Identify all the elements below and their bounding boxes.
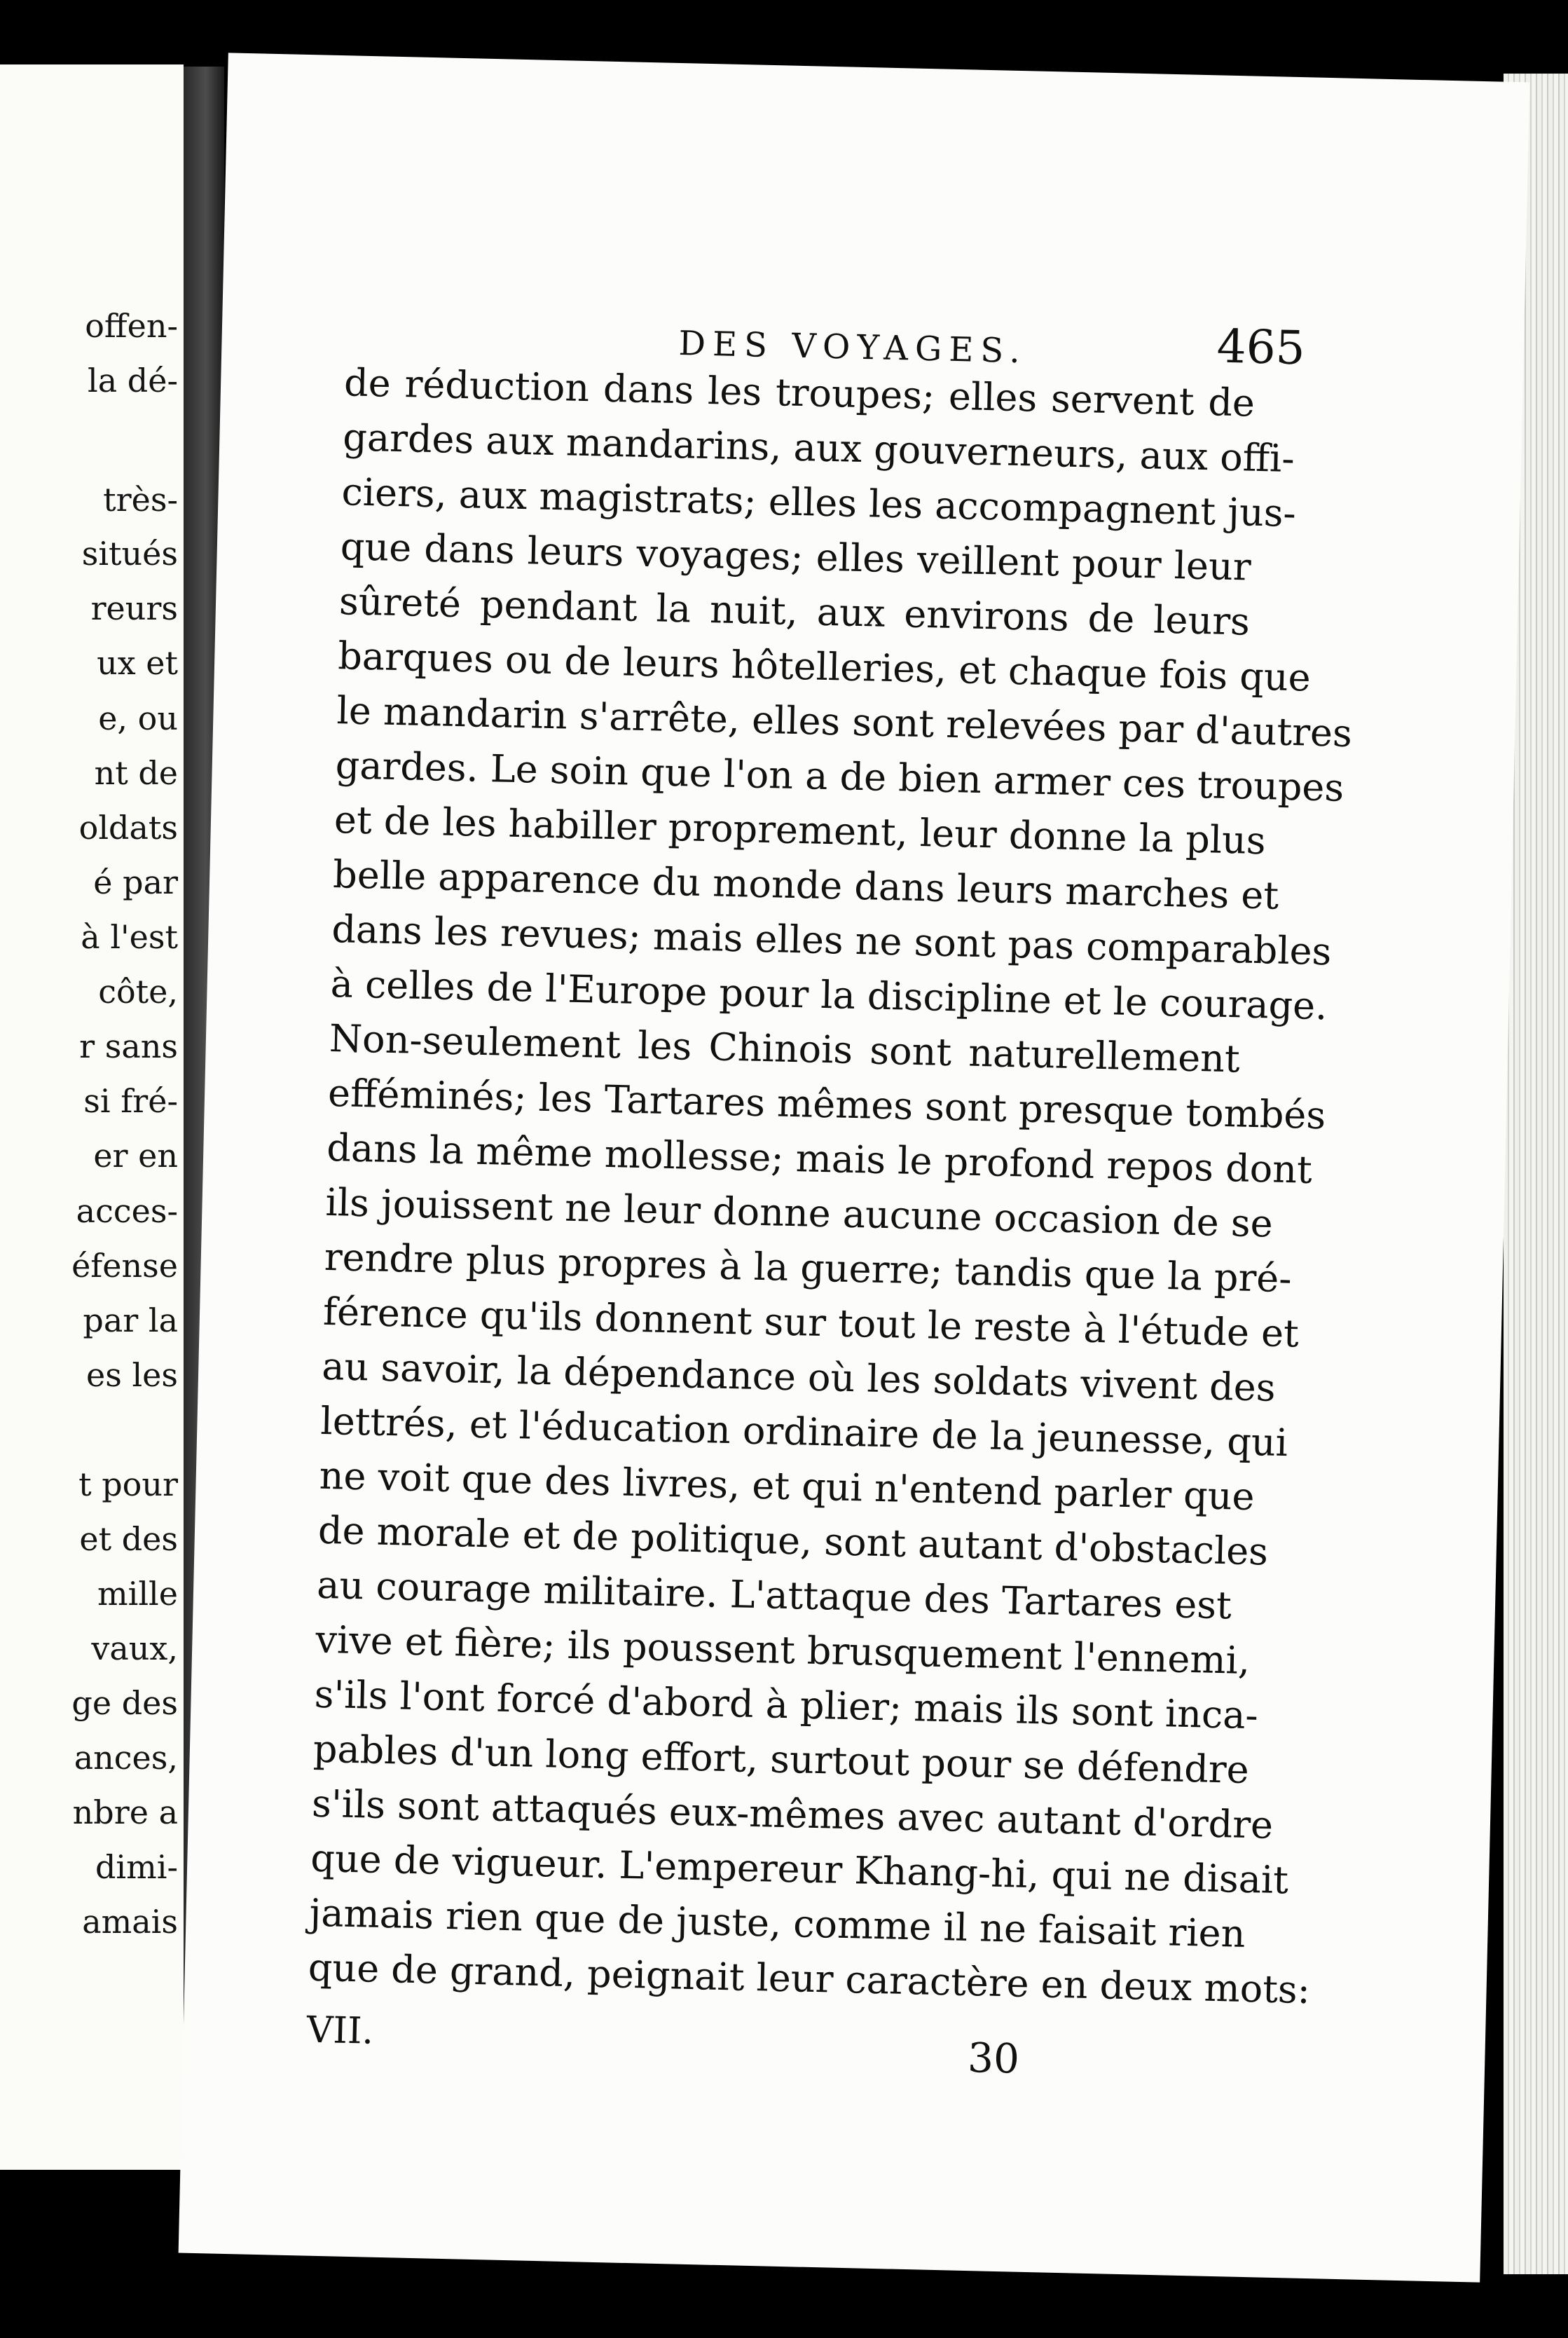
signature-mark: VII.	[306, 2009, 374, 2053]
text-line: vive et fière; ils poussent brusquement l'ennemi,	[315, 1617, 1251, 1683]
left-page-fragment: é par	[93, 863, 178, 901]
text-line: gardes aux mandarins, aux gouverneurs, aux offi-	[342, 415, 1295, 481]
text-line: le mandarin s'arrête, elles sont relevées par d'autres	[336, 688, 1353, 756]
text-line: et de les habiller proprement, leur donne la plus	[333, 798, 1267, 863]
text-line: s'ils l'ont forcé d'abord à plier; mais ils sont inca-	[314, 1672, 1259, 1738]
left-page	[0, 64, 184, 2170]
text-line: de morale et de politique, sont autant d'obstacles	[317, 1508, 1269, 1574]
left-page-fragment: e, ou	[98, 699, 178, 737]
left-page-fragment: t pour	[78, 1465, 178, 1503]
left-page-fragment: et des	[79, 1520, 178, 1558]
left-page-fragment: nbre a	[72, 1793, 178, 1831]
text-line: pables d'un long effort, surtout pour se défendre	[312, 1726, 1250, 1792]
left-page-fragment: nt de	[94, 754, 178, 792]
left-page-fragment: éfense	[71, 1247, 178, 1285]
left-page-fragment: à l'est	[81, 918, 178, 956]
left-page-fragment: vaux,	[91, 1629, 178, 1667]
text-line: de réduction dans les troupes; elles servent de	[343, 360, 1256, 425]
left-page-fragment: ances,	[74, 1739, 178, 1777]
text-line: jamais rien que de juste, comme il ne faisait rien	[308, 1890, 1246, 1956]
left-page-fragment: la dé-	[88, 362, 178, 399]
left-page-fragment: er en	[93, 1137, 178, 1175]
left-page-fragment: r sans	[79, 1027, 178, 1065]
left-page-fragment: oldats	[78, 809, 178, 847]
left-page-fragment: acces-	[76, 1192, 178, 1230]
text-line: que dans leurs voyages; elles veillent pour leur	[340, 524, 1252, 589]
text-line: au courage militaire. L'attaque des Tartares est	[316, 1562, 1232, 1628]
sheet-number: 30	[967, 2034, 1020, 2083]
text-line: que de grand, peignait leur caractère en deux mots:	[308, 1945, 1311, 2013]
page-number: 465	[1216, 319, 1306, 376]
left-page-fragment: es les	[86, 1356, 178, 1394]
left-page-fragment: côte,	[98, 973, 178, 1011]
left-page-fragment: offen-	[85, 307, 178, 345]
left-page-fragment: dimi-	[95, 1848, 178, 1886]
left-page-fragment: très-	[103, 481, 178, 519]
text-line: férence qu'ils donnent sur tout le reste à l'étude et	[322, 1289, 1300, 1356]
text-line: s'ils sont attaqués eux-mêmes avec autant d'ordre	[311, 1781, 1274, 1847]
body-text	[308, 355, 1353, 2016]
left-page-fragment: mille	[97, 1575, 178, 1613]
text-line: lettrés, et l'éducation ordinaire de la jeunesse, qui	[319, 1398, 1288, 1465]
left-page-fragment: reurs	[90, 589, 178, 627]
text-line: gardes. Le soin que l'on a de bien armer ces troupes	[335, 743, 1345, 810]
left-page-fragment: ge des	[71, 1684, 178, 1722]
left-page-fragment: amais	[82, 1903, 178, 1941]
text-line: efféminés; les Tartares mêmes sont presque tombés	[327, 1070, 1326, 1138]
text-line: belle apparence du monde dans leurs marches et	[332, 852, 1279, 918]
right-page	[179, 53, 1530, 2282]
text-line: Non-seulement les Chinois sont naturellement	[329, 1016, 1241, 1081]
text-line: ciers, aux magistrats; elles les accompagnent jus-	[341, 470, 1297, 536]
text-line: au savoir, la dépendance où les soldats vivent des	[321, 1344, 1277, 1410]
text-line: sûreté pendant la nuit, aux environs de leurs	[338, 579, 1251, 644]
left-page-fragment: situés	[81, 535, 178, 573]
text-line: ne voit que des livres, et qui n'entend parler que	[319, 1453, 1256, 1519]
text-line: dans les revues; mais elles ne sont pas comparables	[331, 907, 1333, 974]
text-line: barques ou de leurs hôtelleries, et chaque fois que	[337, 634, 1312, 700]
text-line: à celles de l'Europe pour la discipline et le courage.	[330, 961, 1328, 1029]
left-page-fragment: par la	[83, 1301, 178, 1339]
running-head: DES VOYAGES.	[678, 324, 1028, 371]
text-line: dans la même mollesse; mais le profond repos dont	[326, 1125, 1313, 1192]
text-line: que de vigueur. L'empereur Khang-hi, qui ne disait	[310, 1835, 1289, 1903]
left-page-fragment: si fré-	[83, 1082, 178, 1120]
left-page-fragment: ux et	[97, 644, 178, 682]
text-line: ils jouissent ne leur donne aucune occasion de se	[324, 1180, 1274, 1246]
text-line: rendre plus propres à la guerre; tandis que la pré-	[324, 1234, 1293, 1301]
